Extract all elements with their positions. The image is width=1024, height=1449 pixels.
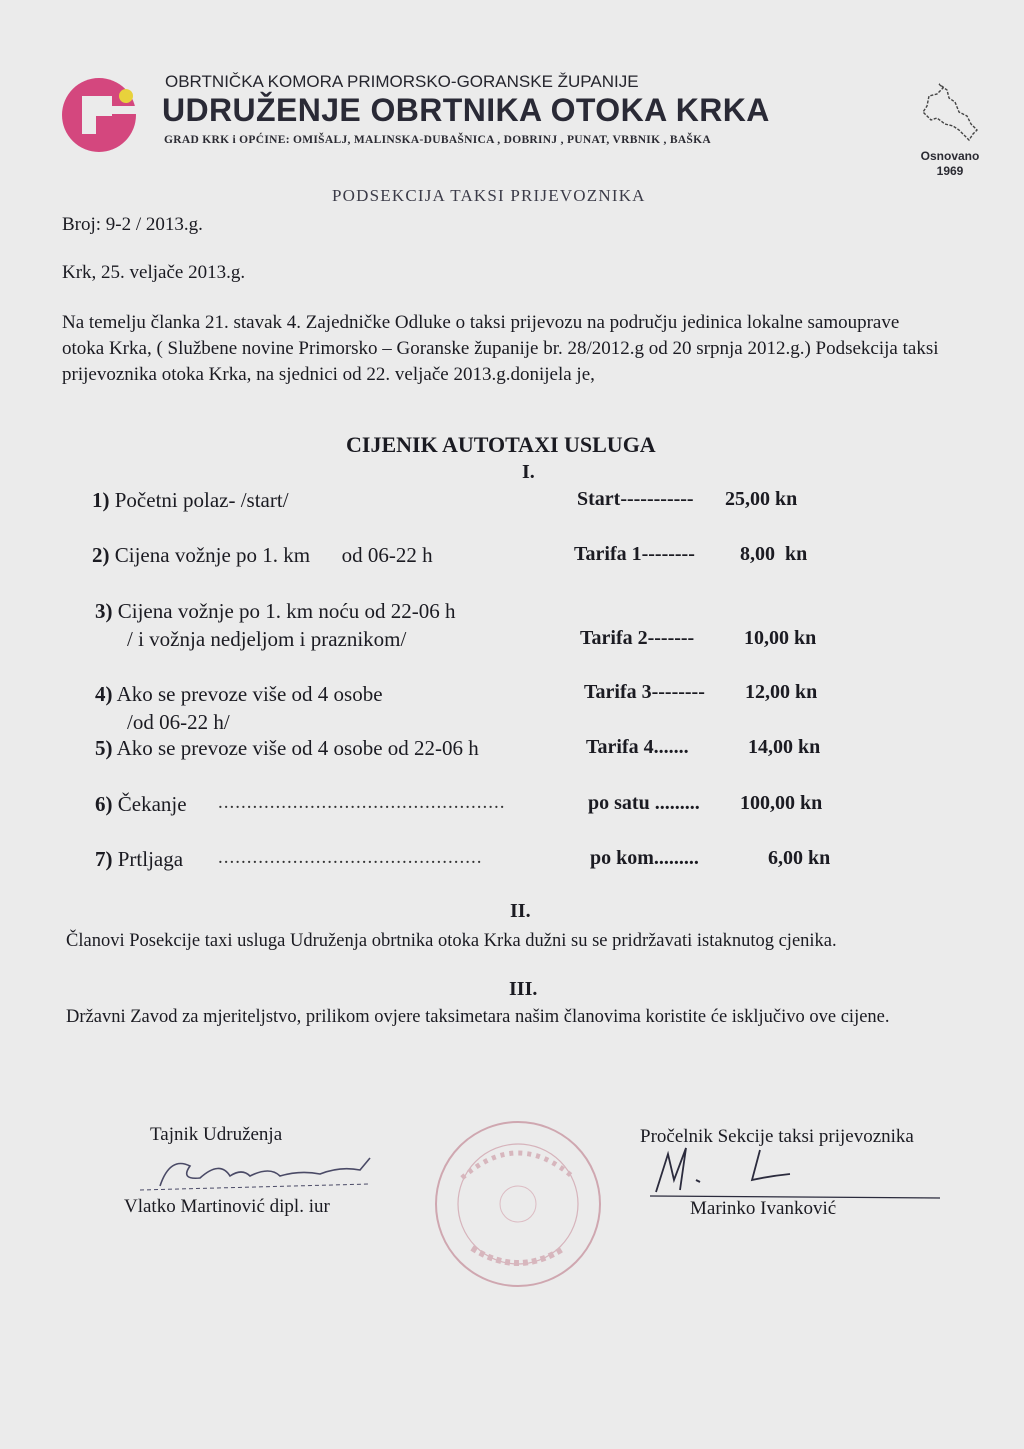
- item-text: Cijena vožnje po 1. km od 06-22 h: [114, 543, 433, 567]
- founded-info: [905, 149, 995, 179]
- left-signatory-title: Tajnik Udruženja: [150, 1124, 283, 1145]
- item-price: 12,00 kn: [745, 681, 818, 703]
- item-number: 4): [95, 682, 113, 706]
- municipalities-line: GRAD KRK i OPĆINE: OMIŠALJ, MALINSKA-DUBAŠNICA , DOBRINJ , PUNAT, VRBNIK , BAŠKA: [164, 134, 711, 146]
- right-signatory-name: Marinko Ivanković: [690, 1198, 837, 1219]
- item-text: Prtljaga: [117, 847, 184, 871]
- item-number: 2): [92, 543, 110, 567]
- item-tariff: Tarifa 3--------: [584, 681, 705, 703]
- list-item: [95, 847, 183, 872]
- article-3-text: Državni Zavod za mjeriteljstvo, prilikom ovjere taksimetara našim članovima koristite će isključivo ove cijene.: [66, 1007, 890, 1027]
- list-item: [95, 599, 455, 624]
- item-price: 100,00 kn: [740, 792, 823, 814]
- item-text: Cijena vožnje po 1. km noću od 22-06 h: [117, 599, 456, 623]
- association-name: UDRUŽENJE OBRTNIKA OTOKA KRKA: [162, 92, 770, 128]
- left-handwritten-signature: [130, 1146, 390, 1194]
- item-tariff: Tarifa 2-------: [580, 627, 695, 649]
- item-number: 3): [95, 599, 113, 623]
- item-price: 6,00 kn: [768, 847, 831, 869]
- intro-paragraph: Na temelju članka 21. stavak 4. Zajedničke Odluke o taksi prijevozu na području jedinica lokalne samouprave otoka Krka, ( Službene novine Primorsko – Goranske županije br. 28/2012.g od 20 srpnja 2012.g.) Podsekcija taksi prijevoznika otoka Krka, na sjednici od 22. veljače 2013.g.donijela je,: [62, 312, 939, 385]
- founded-year: 1969: [936, 164, 964, 178]
- article-1-number: I.: [522, 461, 535, 483]
- item-text: Ako se prevoze više od 4 osobe od 22-06 h: [116, 736, 479, 760]
- item-text: Ako se prevoze više od 4 osobe: [116, 682, 383, 706]
- item-number: 5): [95, 736, 113, 760]
- left-signatory-name: Vlatko Martinović dipl. iur: [124, 1196, 330, 1217]
- section-title: PODSEKCIJA TAKSI PRIJEVOZNIKA: [332, 186, 646, 205]
- item-tariff: po kom.........: [590, 847, 699, 869]
- item-number: 1): [92, 488, 110, 512]
- price-list-title: CIJENIK AUTOTAXI USLUGA: [346, 432, 656, 457]
- list-item: [92, 488, 289, 513]
- item-text: Početni polaz- /start/: [114, 488, 289, 512]
- item-tariff: Tarifa 1--------: [574, 543, 695, 565]
- list-item: [92, 543, 433, 568]
- item-price: 8,00 kn: [740, 543, 808, 565]
- krk-island-outline-icon: [915, 78, 985, 148]
- item-number: 6): [95, 792, 113, 816]
- leader-dots: ..................................................: [218, 792, 506, 813]
- founded-label: Osnovano: [920, 149, 980, 163]
- right-handwritten-signature: [640, 1140, 950, 1200]
- item-text: Čekanje: [117, 792, 187, 816]
- right-signatory-title: Pročelnik Sekcije taksi prijevoznika: [640, 1126, 914, 1147]
- item-tariff: po satu .........: [588, 792, 700, 814]
- item-text-continued: /od 06-22 h/: [127, 710, 230, 734]
- article-2-text: Članovi Posekcije taxi usluga Udruženja obrtnika otoka Krka dužni su se pridržavati istaknutog cjenika.: [66, 931, 837, 951]
- place-and-date: Krk, 25. veljače 2013.g.: [62, 262, 246, 283]
- official-stamp: [432, 1118, 604, 1290]
- document-number: Broj: 9-2 / 2013.g.: [62, 214, 203, 235]
- article-3-number: III.: [509, 978, 538, 1000]
- article-2-number: II.: [510, 900, 531, 922]
- leader-dots: ..............................................: [218, 847, 483, 868]
- item-tariff: Start-----------: [577, 488, 694, 510]
- item-text-continued: / i vožnja nedjeljom i praznikom/: [127, 627, 407, 651]
- item-number: 7): [95, 847, 113, 871]
- list-item: [95, 736, 479, 761]
- chamber-name: OBRTNIČKA KOMORA PRIMORSKO-GORANSKE ŽUPANIJE: [165, 72, 639, 91]
- item-tariff: Tarifa 4.......: [586, 736, 689, 758]
- list-item: [95, 682, 383, 707]
- craft-chamber-logo-icon: [60, 76, 138, 154]
- item-price: 14,00 kn: [748, 736, 821, 758]
- item-price: 10,00 kn: [744, 627, 817, 649]
- list-item: [95, 792, 187, 817]
- item-price: 25,00 kn: [725, 488, 798, 510]
